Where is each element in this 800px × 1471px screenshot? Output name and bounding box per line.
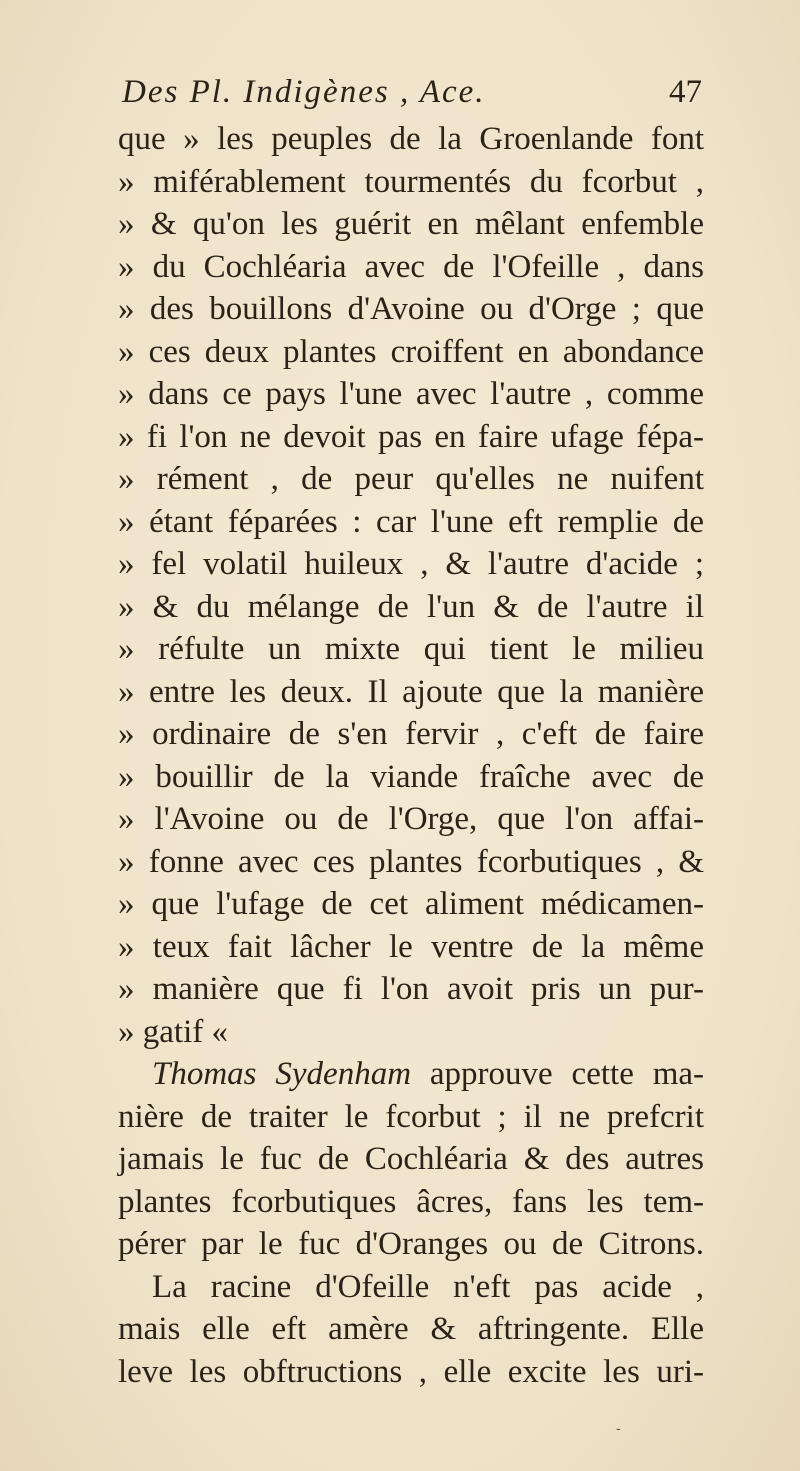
text-line: plantes fcorbutiques âcres, fans les tem- [118,1183,704,1220]
body-text [118,118,704,1393]
text-line: » du Cochléaria avec de l'Ofeille , dans [118,248,704,285]
running-header [122,74,702,118]
text-line: » fonne avec ces plantes fcorbutiques , & [118,843,704,880]
text-line: jamais le fuc de Cochléaria & des autres [118,1141,704,1177]
text-line: pérer par le fuc d'Oranges ou de Citrons. [118,1226,704,1262]
text-line: mais elle eft amère & aftringente. Elle [118,1311,704,1347]
text-line: » étant féparées : car l'une eft remplie de [118,503,704,540]
author-name: Thomas Sydenham [152,1056,412,1092]
text-line: » rément , de peur qu'elles ne nuifent [118,461,704,497]
text-line: nière de traiter le fcorbut ; il ne prefcrit [118,1098,704,1135]
text-line: » teux fait lâcher le ventre de la même [118,928,704,965]
text-line: » l'Avoine ou de l'Orge, que l'on affai- [118,801,704,837]
text-line: » bouillir de la viande fraîche avec de [118,758,704,795]
text-line: » que l'ufage de cet aliment médicamen- [118,886,704,922]
printer-mark: - [616,1421,621,1437]
text-line: » & qu'on les guérit en mêlant enfemble [118,206,704,242]
text-line: leve les obftructions , elle excite les uri- [118,1353,704,1390]
text-line: » miférablement tourmentés du fcorbut , [118,163,704,200]
paragraph-first-line: La racine d'Ofeille n'eft pas acide , [152,1268,704,1305]
text-line: que » les peuples de la Groenlande font [118,121,704,157]
text-line: » gatif « [118,1013,228,1050]
text-line: » manière que fi l'on avoit pris un pur- [118,971,704,1007]
page-number: 47 [669,74,702,110]
text-line: » dans ce pays l'une avec l'autre , comme [118,376,704,412]
text-line: » des bouillons d'Avoine ou d'Orge ; que [118,291,704,327]
text-line: » ces deux plantes croiffent en abondance [118,333,704,370]
running-title: Des Pl. Indigènes , Ace. [122,74,486,110]
text-line: » ordinaire de s'en fervir , c'eft de faire [118,716,704,752]
text-fragment: approuve cette ma- [429,1056,705,1092]
text-line: » réfulte un mixte qui tient le milieu [118,631,704,667]
text-line: » entre les deux. Il ajoute que la manière [118,673,704,710]
text-line: » fi l'on ne devoit pas en faire ufage fépa- [118,418,704,455]
text-line: » & du mélange de l'un & de l'autre il [118,588,704,625]
paragraph-first-line [118,1053,704,1096]
text-line: » fel volatil huileux , & l'autre d'acide ; [118,546,704,582]
